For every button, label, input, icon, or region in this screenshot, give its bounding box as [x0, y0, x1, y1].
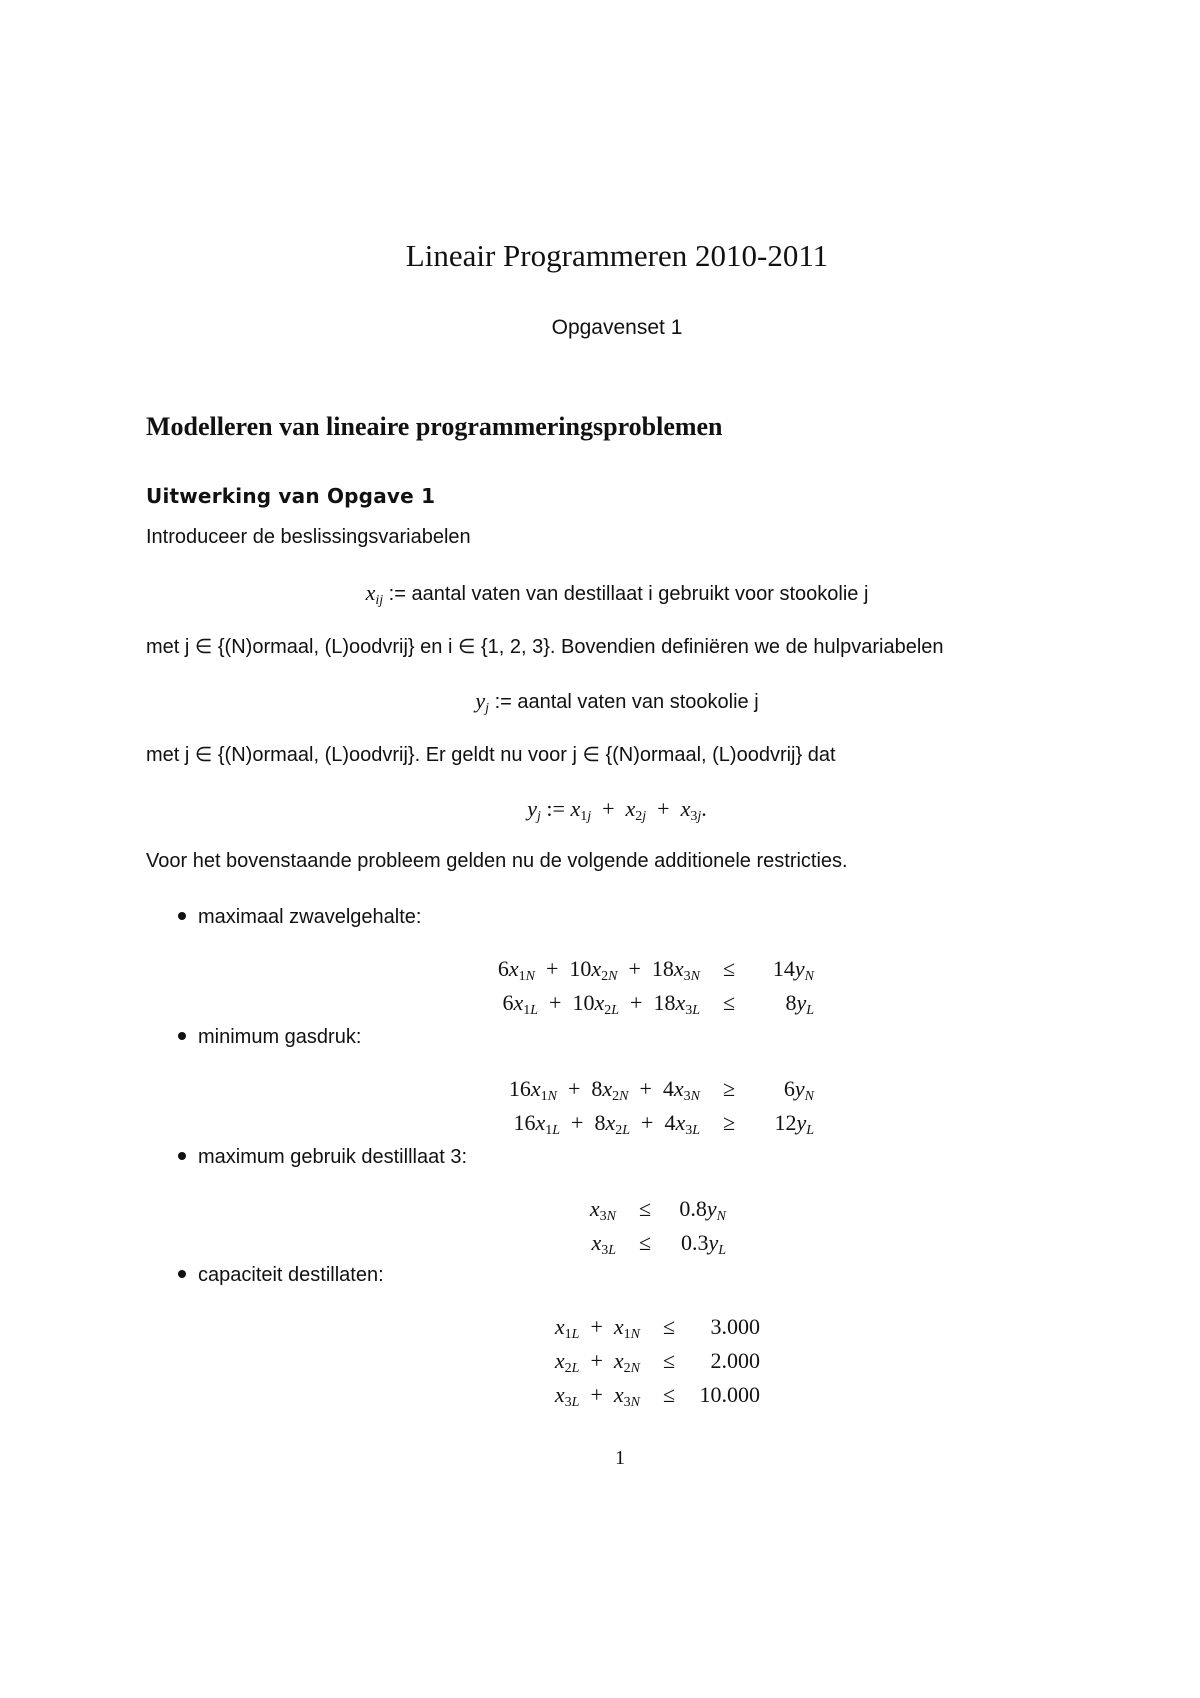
equation-rhs: 2.000	[710, 1348, 760, 1373]
equation-relation: ≤	[638, 1230, 652, 1255]
equation-rhs: 10.000	[699, 1382, 760, 1407]
equation-relation: ≤	[662, 1314, 676, 1339]
equation-rhs: $0.8y_N$	[679, 1196, 726, 1224]
equation-relation: ≥	[722, 1076, 736, 1101]
bullet-icon	[178, 1032, 186, 1040]
page-number: 1	[615, 1447, 625, 1469]
restrictions-intro: Voor het bovenstaande probleem gelden nu de volgende additionele restricties.	[146, 850, 848, 872]
bullet-icon	[178, 1270, 186, 1278]
bullet-label: capaciteit destillaten:	[198, 1264, 384, 1286]
equation-lhs: $6x_{1L} + 10x_{2L} + 18x_{3L}$	[502, 990, 700, 1018]
def-x-var: x	[365, 580, 376, 605]
bullet-item	[178, 1146, 467, 1169]
document-title: Lineair Programmeren 2010-2011	[405, 238, 829, 273]
intro-paragraph: Introduceer de beslissingsvariabelen	[146, 526, 471, 548]
equation-rhs: 3.000	[710, 1314, 760, 1339]
met-line-2: met j ∈ {(N)ormaal, (L)oodvrij}. Er geldt nu voor j ∈ {(N)ormaal, (L)oodvrij} dat	[146, 744, 836, 766]
definition-x	[0, 580, 1200, 606]
definition-y	[0, 688, 1200, 714]
def-y-text: := aantal vaten van stookolie j	[489, 691, 759, 713]
equation-lhs: $x_{2L} + x_{2N}$	[554, 1348, 640, 1376]
equation-rhs: $6y_N$	[783, 1076, 814, 1104]
def-y-var: y	[475, 688, 486, 713]
bullet-item	[178, 906, 421, 929]
equation-relation: ≤	[662, 1348, 676, 1373]
equation-lhs: $x_{3L}$	[591, 1230, 616, 1258]
equation-rhs: $0.3y_L$	[680, 1230, 726, 1258]
def-y-sub: j	[485, 701, 490, 716]
section-heading: Modelleren van lineaire programmeringsproblemen	[146, 412, 723, 441]
equation-lhs: $x_{1L} + x_{1N}$	[554, 1314, 640, 1342]
equation-relation: ≤	[638, 1196, 652, 1221]
equation-lhs: $16x_{1N} + 8x_{2N} + 4x_{3N}$	[508, 1076, 700, 1104]
equation-rhs: $14y_N$	[772, 956, 814, 984]
subsection-heading: Uitwerking van Opgave 1	[146, 484, 436, 508]
equation-rhs: $12y_L$	[774, 1110, 814, 1138]
equation-relation: ≥	[722, 1110, 736, 1135]
met-line-1: met j ∈ {(N)ormaal, (L)oodvrij} en i ∈ {1, 2, 3}. Bovendien definiëren we de hulpvariabelen	[146, 636, 944, 658]
bullet-item	[178, 1026, 361, 1049]
equation-relation: ≤	[722, 990, 736, 1015]
bullet-label: maximaal zwavelgehalte:	[198, 906, 422, 928]
equation-lhs: $x_{3L} + x_{3N}$	[554, 1382, 640, 1410]
document-subtitle: Opgavenset 1	[551, 316, 683, 339]
bullet-icon	[178, 1152, 186, 1160]
bullet-item	[178, 1264, 384, 1287]
equation-relation: ≤	[722, 956, 736, 981]
equation-lhs: $16x_{1L} + 8x_{2L} + 4x_{3L}$	[513, 1110, 700, 1138]
bullet-label: maximum gebruik destilllaat 3:	[198, 1146, 467, 1168]
equation-rhs: $8y_L$	[785, 990, 814, 1018]
equation-relation: ≤	[662, 1382, 676, 1407]
equation-lhs: $x_{3N}$	[589, 1196, 616, 1224]
def-x-sub: ij	[375, 593, 384, 608]
def-x-text: := aantal vaten van destillaat i gebruikt voor stookolie j	[383, 583, 869, 605]
sum-equation: $y_j$ := $x_{1j} + x_{2j} + x_{3j}$.	[527, 796, 707, 824]
equation-lhs: $6x_{1N} + 10x_{2N} + 18x_{3N}$	[497, 956, 700, 984]
bullet-icon	[178, 912, 186, 920]
bullet-label: minimum gasdruk:	[198, 1026, 362, 1048]
